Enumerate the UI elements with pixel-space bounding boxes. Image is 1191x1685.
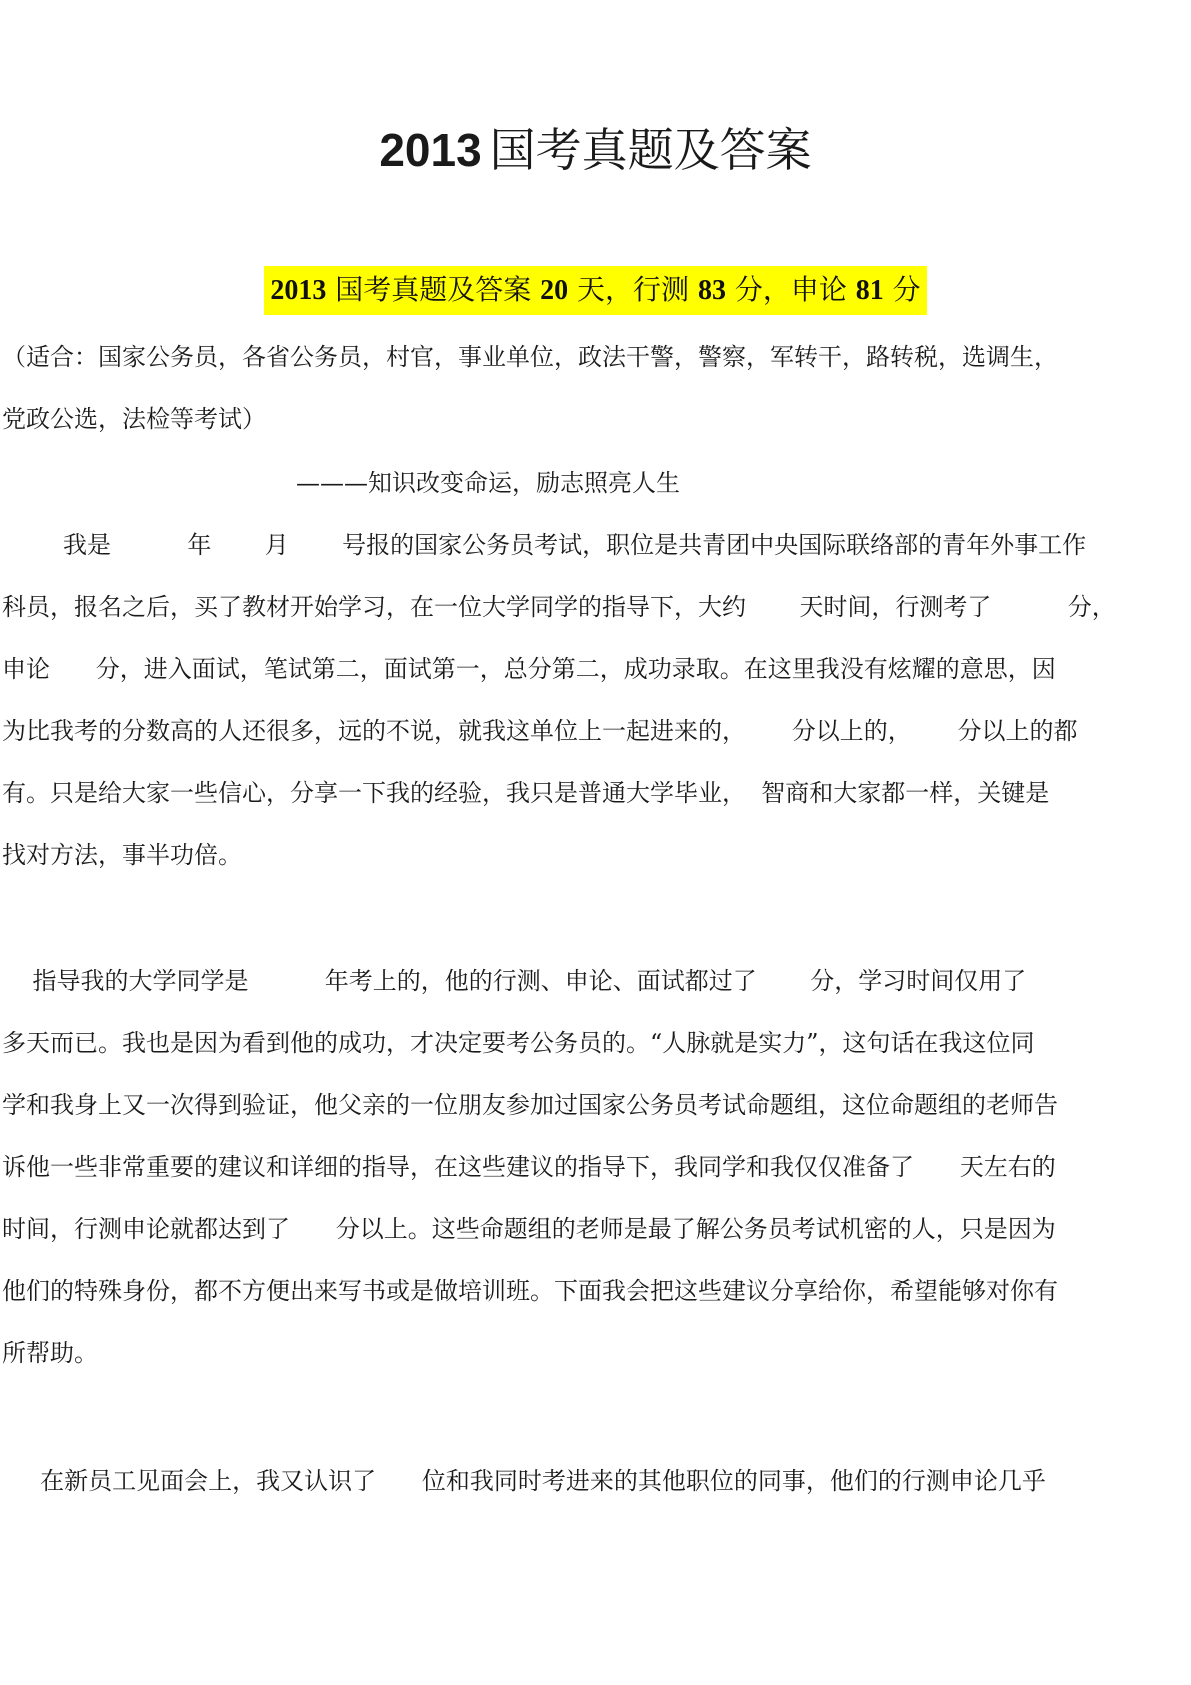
- title-year: 2013: [379, 124, 482, 176]
- subtitle-year: 2013: [270, 275, 327, 306]
- text-line: 我是 年 月 号报的国家公务员考试，职位是共青团中央国际联络部的青年外事工作: [2, 531, 1087, 559]
- subtitle-container: [0, 266, 1191, 315]
- paragraph-2: [2, 950, 1188, 1384]
- text-line: 科员，报名之后，买了教材开始学习，在一位大学同学的指导下，大约 天时间，行测考了 分，: [2, 593, 1116, 621]
- text-line: 指导我的大学同学是 年考上的，他的行测、申论、面试都过了 分，学习时间仅用了: [2, 967, 1027, 995]
- title-text: 国考真题及答案: [489, 123, 812, 177]
- subtitle-text-2: 天，行测: [568, 273, 698, 306]
- text-line: 他们的特殊身份，都不方便出来写书或是做培训班。下面我会把这些建议分享给你，希望能够对你有: [2, 1277, 1058, 1305]
- subtitle-text-4: 分: [883, 273, 921, 306]
- text-line: 申论 分，进入面试，笔试第二，面试第一，总分第二，成功录取。在这里我没有炫耀的意思，因: [2, 655, 1056, 683]
- text-line: 在新员工见面会上，我又认识了 位和我同时考进来的其他职位的同事，他们的行测申论几乎: [2, 1467, 1046, 1495]
- text-line: 学和我身上又一次得到验证，他父亲的一位朋友参加过国家公务员考试命题组，这位命题组的老师告: [2, 1091, 1058, 1119]
- text-line: （适合：国家公务员，各省公务员，村官，事业单位，政法干警，警察，军转干，路转税，选调生，: [2, 343, 1058, 371]
- page-title: [0, 120, 1191, 180]
- paragraph-1: [2, 514, 1188, 886]
- applies-note: [2, 326, 1188, 450]
- motto: ———知识改变命运，励志照亮人生: [296, 469, 680, 497]
- highlighted-subtitle: [264, 266, 926, 315]
- text-line: 所帮助。: [2, 1339, 98, 1367]
- text-line: 多天而已。我也是因为看到他的成功，才决定要考公务员的。“人脉就是实力”，这句话在我这位同: [2, 1029, 1035, 1057]
- subtitle-score-xingce: 83: [697, 275, 726, 306]
- subtitle-text-1: 国考真题及答案: [326, 273, 541, 306]
- subtitle-days: 20: [540, 275, 569, 306]
- text-line: 党政公选，法检等考试）: [2, 405, 266, 433]
- subtitle-text-3: 分，申论: [725, 273, 856, 306]
- text-line: 有。只是给大家一些信心，分享一下我的经验，我只是普通大学毕业， 智商和大家都一样，关键是: [2, 779, 1050, 807]
- text-line: 找对方法，事半功倍。: [2, 841, 242, 869]
- text-line: 时间，行测申论就都达到了 分以上。这些命题组的老师是最了解公务员考试机密的人，只是因为: [2, 1215, 1056, 1243]
- subtitle-score-shenlun: 81: [855, 275, 884, 306]
- paragraph-3: [2, 1450, 1188, 1512]
- text-line: 为比我考的分数高的人还很多，远的不说，就我这单位上一起进来的， 分以上的， 分以上的都: [2, 717, 1078, 745]
- text-line: 诉他一些非常重要的建议和详细的指导，在这些建议的指导下，我同学和我仅仅准备了 天左右的: [2, 1153, 1056, 1181]
